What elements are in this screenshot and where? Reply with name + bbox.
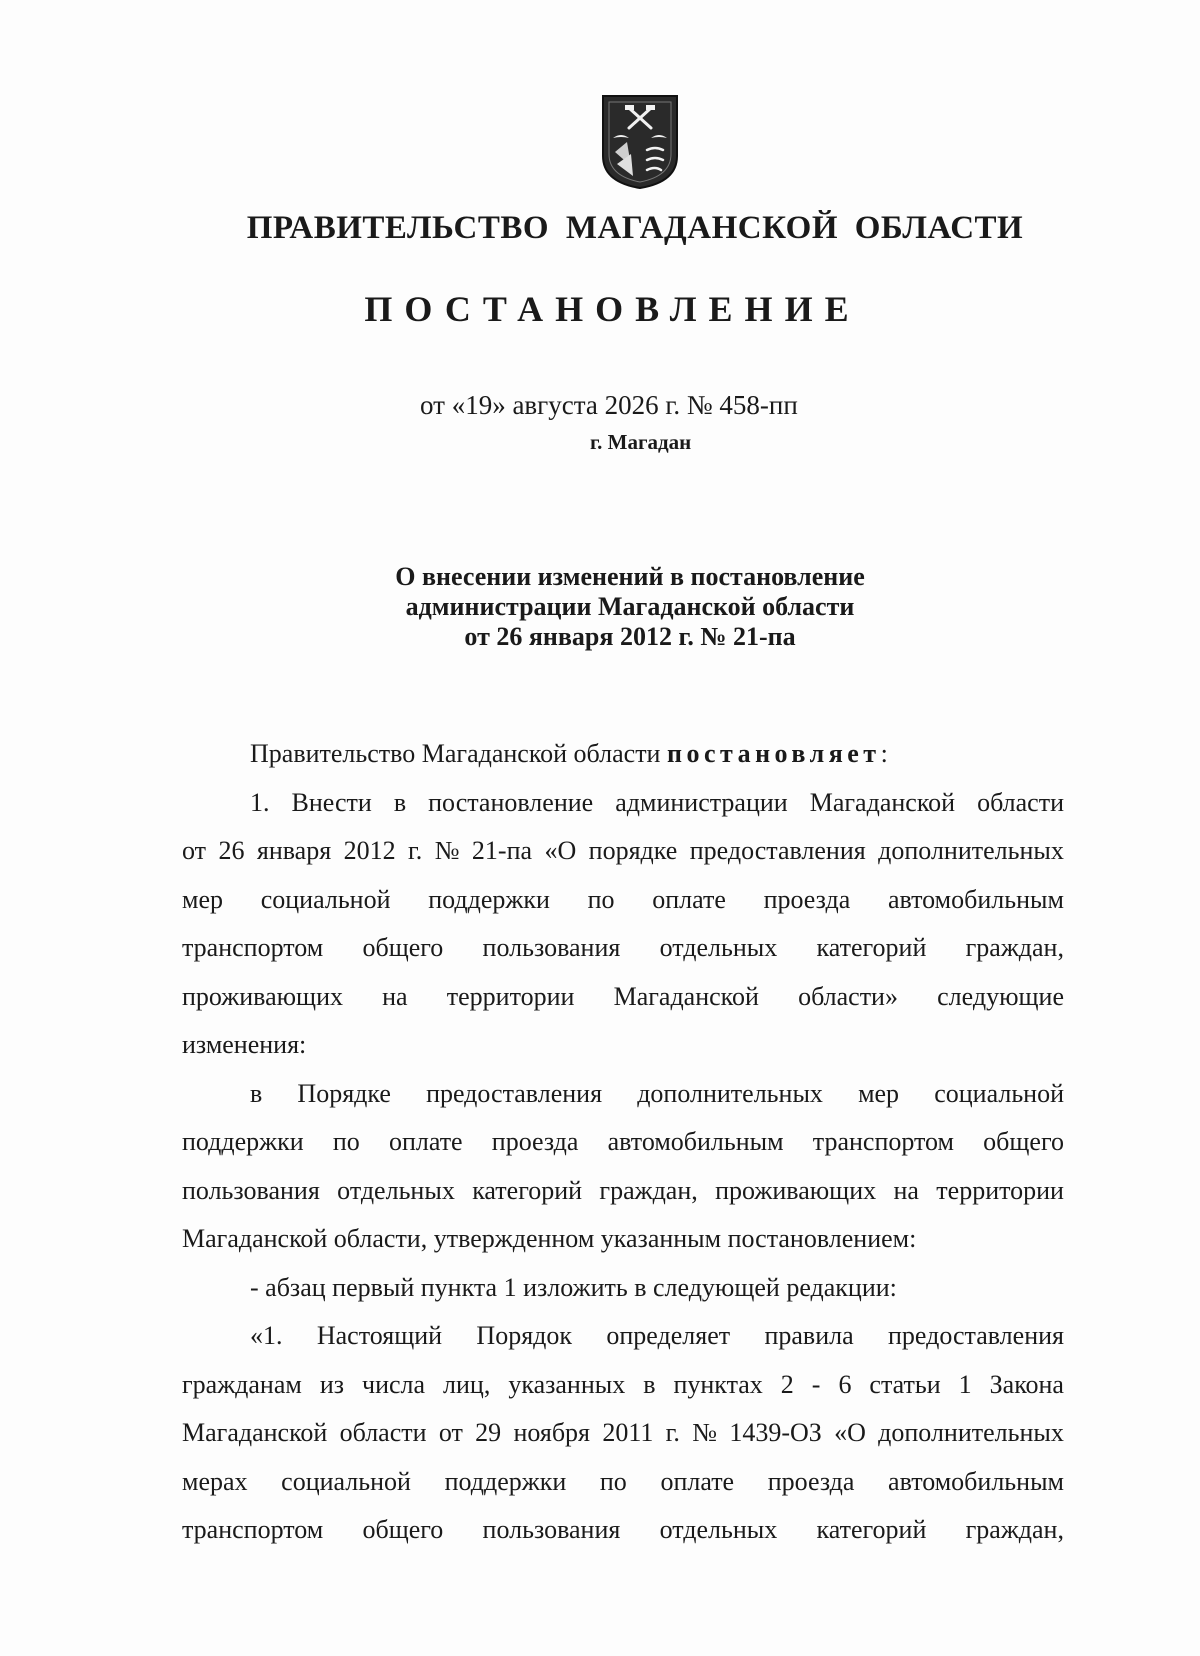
text-line: мер социальной поддержки по оплате проезда автомобильным xyxy=(182,884,1064,914)
text-line: проживающих на территории Магаданской области» следующие xyxy=(182,981,1064,1011)
text-line: изменения: xyxy=(182,1030,307,1059)
text-line: пользования отдельных категорий граждан, проживающих на территории xyxy=(182,1175,1064,1205)
subject-line: О внесении изменений в постановление xyxy=(395,562,865,591)
document-subject xyxy=(0,562,1200,652)
text-line: Магаданской области от 29 ноября 2011 г. № 1439-ОЗ «О дополнительных xyxy=(182,1418,1064,1447)
text-line: «1. Настоящий Порядок определяет правила предоставления xyxy=(250,1321,1064,1350)
organization-title: ПРАВИТЕЛЬСТВО МАГАДАНСКОЙ ОБЛАСТИ xyxy=(246,210,1024,246)
subject-line: администрации Магаданской области xyxy=(405,592,855,621)
document-type-heading: ПОСТАНОВЛЕНИЕ xyxy=(364,289,861,329)
coat-of-arms-emblem xyxy=(601,94,679,190)
text-line: 1. Внести в постановление администрации Магаданской области xyxy=(250,787,1064,817)
preamble-line xyxy=(182,730,1064,779)
text-line: транспортом общего пользования отдельных категорий граждан, xyxy=(182,933,1064,962)
text-line: Магаданской области, утвержденном указанным постановлением: xyxy=(182,1224,917,1253)
document-date-number: от «19» августа 2026 г. № 458-пп xyxy=(420,390,798,420)
document-city: г. Магадан xyxy=(590,430,692,454)
text-line: в Порядке предоставления дополнительных мер социальной xyxy=(250,1078,1064,1108)
document-body xyxy=(182,730,1064,1555)
subject-line: от 26 января 2012 г. № 21-па xyxy=(464,622,796,651)
text-line: поддержки по оплате проезда автомобильным транспортом общего xyxy=(182,1127,1064,1156)
text-line: от 26 января 2012 г. № 21-па «О порядке предоставления дополнительных xyxy=(182,836,1064,865)
preamble-text: Правительство Магаданской области xyxy=(250,739,667,768)
text-line: транспортом общего пользования отдельных категорий граждан, xyxy=(182,1515,1064,1544)
preamble-spaced-verb: постановляет xyxy=(666,739,881,768)
text-line: гражданам из числа лиц, указанных в пунктах 2 - 6 статьи 1 Закона xyxy=(182,1369,1064,1399)
text-line: мерах социальной поддержки по оплате проезда автомобильным xyxy=(182,1466,1064,1496)
text-line: - абзац первый пункта 1 изложить в следующей редакции: xyxy=(250,1272,897,1302)
preamble-colon: : xyxy=(880,739,888,768)
